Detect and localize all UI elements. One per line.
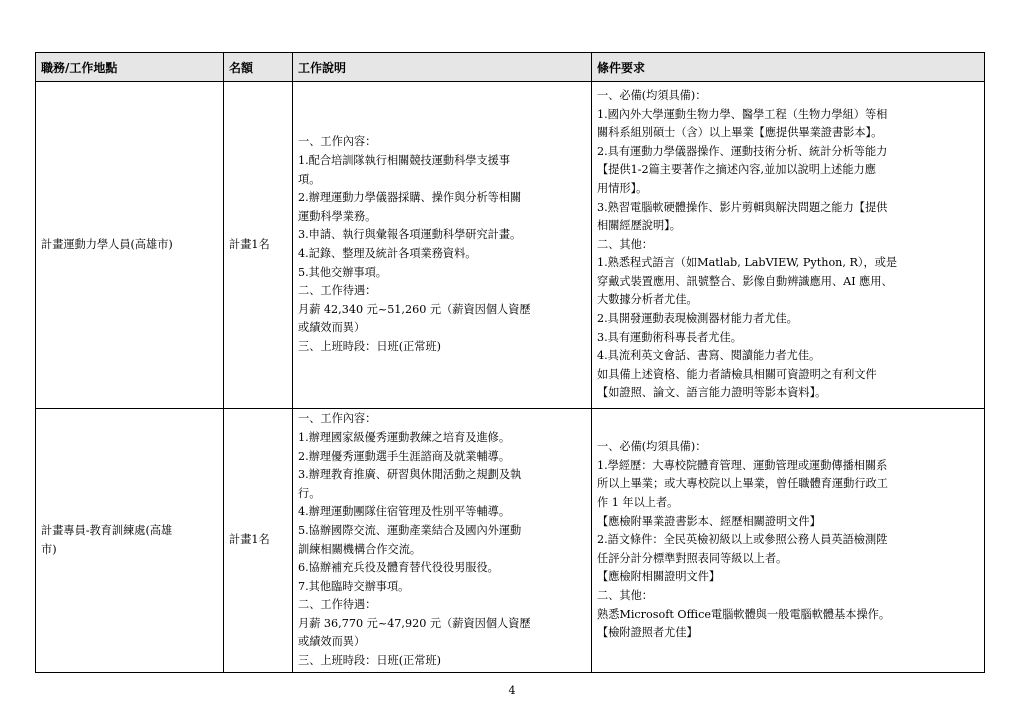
text-line: 三、上班時段：日班(正常班) [298,339,441,353]
text-line: 作 1 年以上者。 [597,496,679,510]
text-line: 計畫運動力學人員(高雄市) [41,237,173,251]
position-cell [36,82,224,409]
text-line: 2.辦理運動力學儀器採購、操作與分析等相關 [298,191,522,205]
text-line: 或績效而異） [298,321,366,335]
text-line: 2.具開發運動表現檢測器材能力者尤佳。 [597,312,798,326]
text-line: 市) [41,542,57,556]
requirements-cell [592,409,985,673]
table-row [36,82,985,409]
job-listing-table [35,52,985,673]
text-line: 6.協辦補充兵役及體育替代役役男服役。 [298,561,499,575]
page-number: 4 [508,684,516,697]
text-line: 2.具有運動力學儀器操作、運動技術分析、統計分析等能力 [597,144,888,158]
text-line: 一、工作內容： [298,135,377,149]
description-cell [293,82,592,409]
text-line: 4.辦理運動團隊住宿管理及性別平等輔導。 [298,505,511,519]
text-line: 二、工作待遇： [298,284,377,298]
text-line: 【應檢附畢業證書影本、經歷相關證明文件】 [597,514,821,528]
text-line: 關科系組別碩士（含）以上畢業【應提供畢業證書影本】。 [597,126,883,140]
header-requirements: 條件要求 [592,53,985,82]
text-line: 4.記錄、整理及統計各項業務資料。 [298,247,477,260]
text-line: 【如證照、論文、語言能力證明等影本資料】。 [597,386,827,400]
text-line: 【提供1-2篇主要著作之摘述內容,並加以說明上述能力應 [597,163,876,177]
header-description: 工作說明 [293,53,592,82]
text-line: 行。 [298,486,321,500]
text-line: 1.辦理國家級優秀運動教練之培育及進修。 [298,430,511,444]
text-line: 穿戴式裝置應用、訊號整合、影像自動辨識應用、AI 應用、 [597,274,893,288]
text-line: 所以上畢業；或大專校院以上畢業，曾任職體育運動行政工 [597,477,888,491]
text-line: 三、上班時段：日班(正常班) [298,654,441,668]
text-line: 1.國內外大學運動生物力學、醫學工程（生物力學組）等相 [597,107,888,121]
text-line: 項。 [298,172,321,186]
text-line: 7.其他臨時交辦事項。 [298,579,410,593]
text-line: 一、必備(均須具備)： [597,88,707,102]
header-headcount: 名額 [224,53,293,82]
text-line: 3.具有運動術科專長者尤佳。 [597,330,742,344]
text-line: 或績效而異） [298,635,366,649]
text-line: 大數據分析者尤佳。 [597,293,698,307]
text-line: 二、工作待遇： [298,598,377,612]
description-cell [293,409,592,673]
table-header-row [36,53,985,82]
text-line: 用情形】。 [597,181,648,195]
text-line: 2.語文條件：全民英檢初級以上或參照公務人員英語檢測陞 [597,533,888,547]
header-position: 職務/工作地點 [36,53,224,82]
requirements-cell [592,82,985,409]
text-line: 1.熟悉程式語言（如Matlab, LabVIEW, Python, R），或是 [597,256,898,270]
text-line: 如具備上述資格、能力者請檢具相關可資證明之有利文件 [597,367,877,381]
text-line: 5.其他交辦事項。 [298,265,387,279]
text-line: 二、其他： [597,237,653,251]
text-line: 月薪 42,340 元~51,260 元（薪資因個人資歷 [298,302,531,316]
text-line: 熟悉Microsoft Office電腦軟體與一般電腦軟體基本操作。 [597,607,891,621]
position-cell [36,409,224,673]
text-line: 【檢附證照者尤佳】 [597,626,698,640]
text-line: 一、工作內容： [298,412,377,426]
text-line: 月薪 36,770 元~47,920 元（薪資因個人資歷 [298,616,531,630]
text-line: 相關經歷說明】。 [597,219,681,233]
text-line: 4.具流利英文會話、書寫、閱讀能力者尤佳。 [597,349,821,363]
text-line: 【應檢附相關證明文件】 [597,570,721,584]
headcount-cell: 計畫1名 [224,409,293,673]
text-line: 計畫專員-教育訓練處(高雄 [41,523,173,537]
text-line: 1.配合培訓隊執行相關競技運動科學支援事 [298,154,511,168]
text-line: 1.學經歷：大專校院體育管理、運動管理或運動傳播相關系 [597,458,888,472]
headcount-cell: 計畫1名 [224,82,293,409]
text-line: 3.申請、執行與彙報各項運動科學研究計畫。 [298,228,522,242]
text-line: 3.辦理教育推廣、研習與休閒活動之規劃及執 [298,468,522,482]
text-line: 2.辦理優秀運動選手生涯諮商及就業輔導。 [298,449,511,463]
text-line: 任評分計分標準對照表同等級以上者。 [597,551,788,565]
text-line: 5.協辦國際交流、運動產業結合及國內外運動 [298,523,522,537]
text-line: 運動科學業務。 [298,209,377,223]
text-line: 訓練相關機構合作交流。 [298,542,422,556]
text-line: 一、必備(均須具備)： [597,440,707,454]
text-line: 二、其他： [597,588,653,602]
table-row [36,409,985,673]
text-line: 3.熟習電腦軟硬體操作、影片剪輯與解決問題之能力【提供 [597,200,888,214]
